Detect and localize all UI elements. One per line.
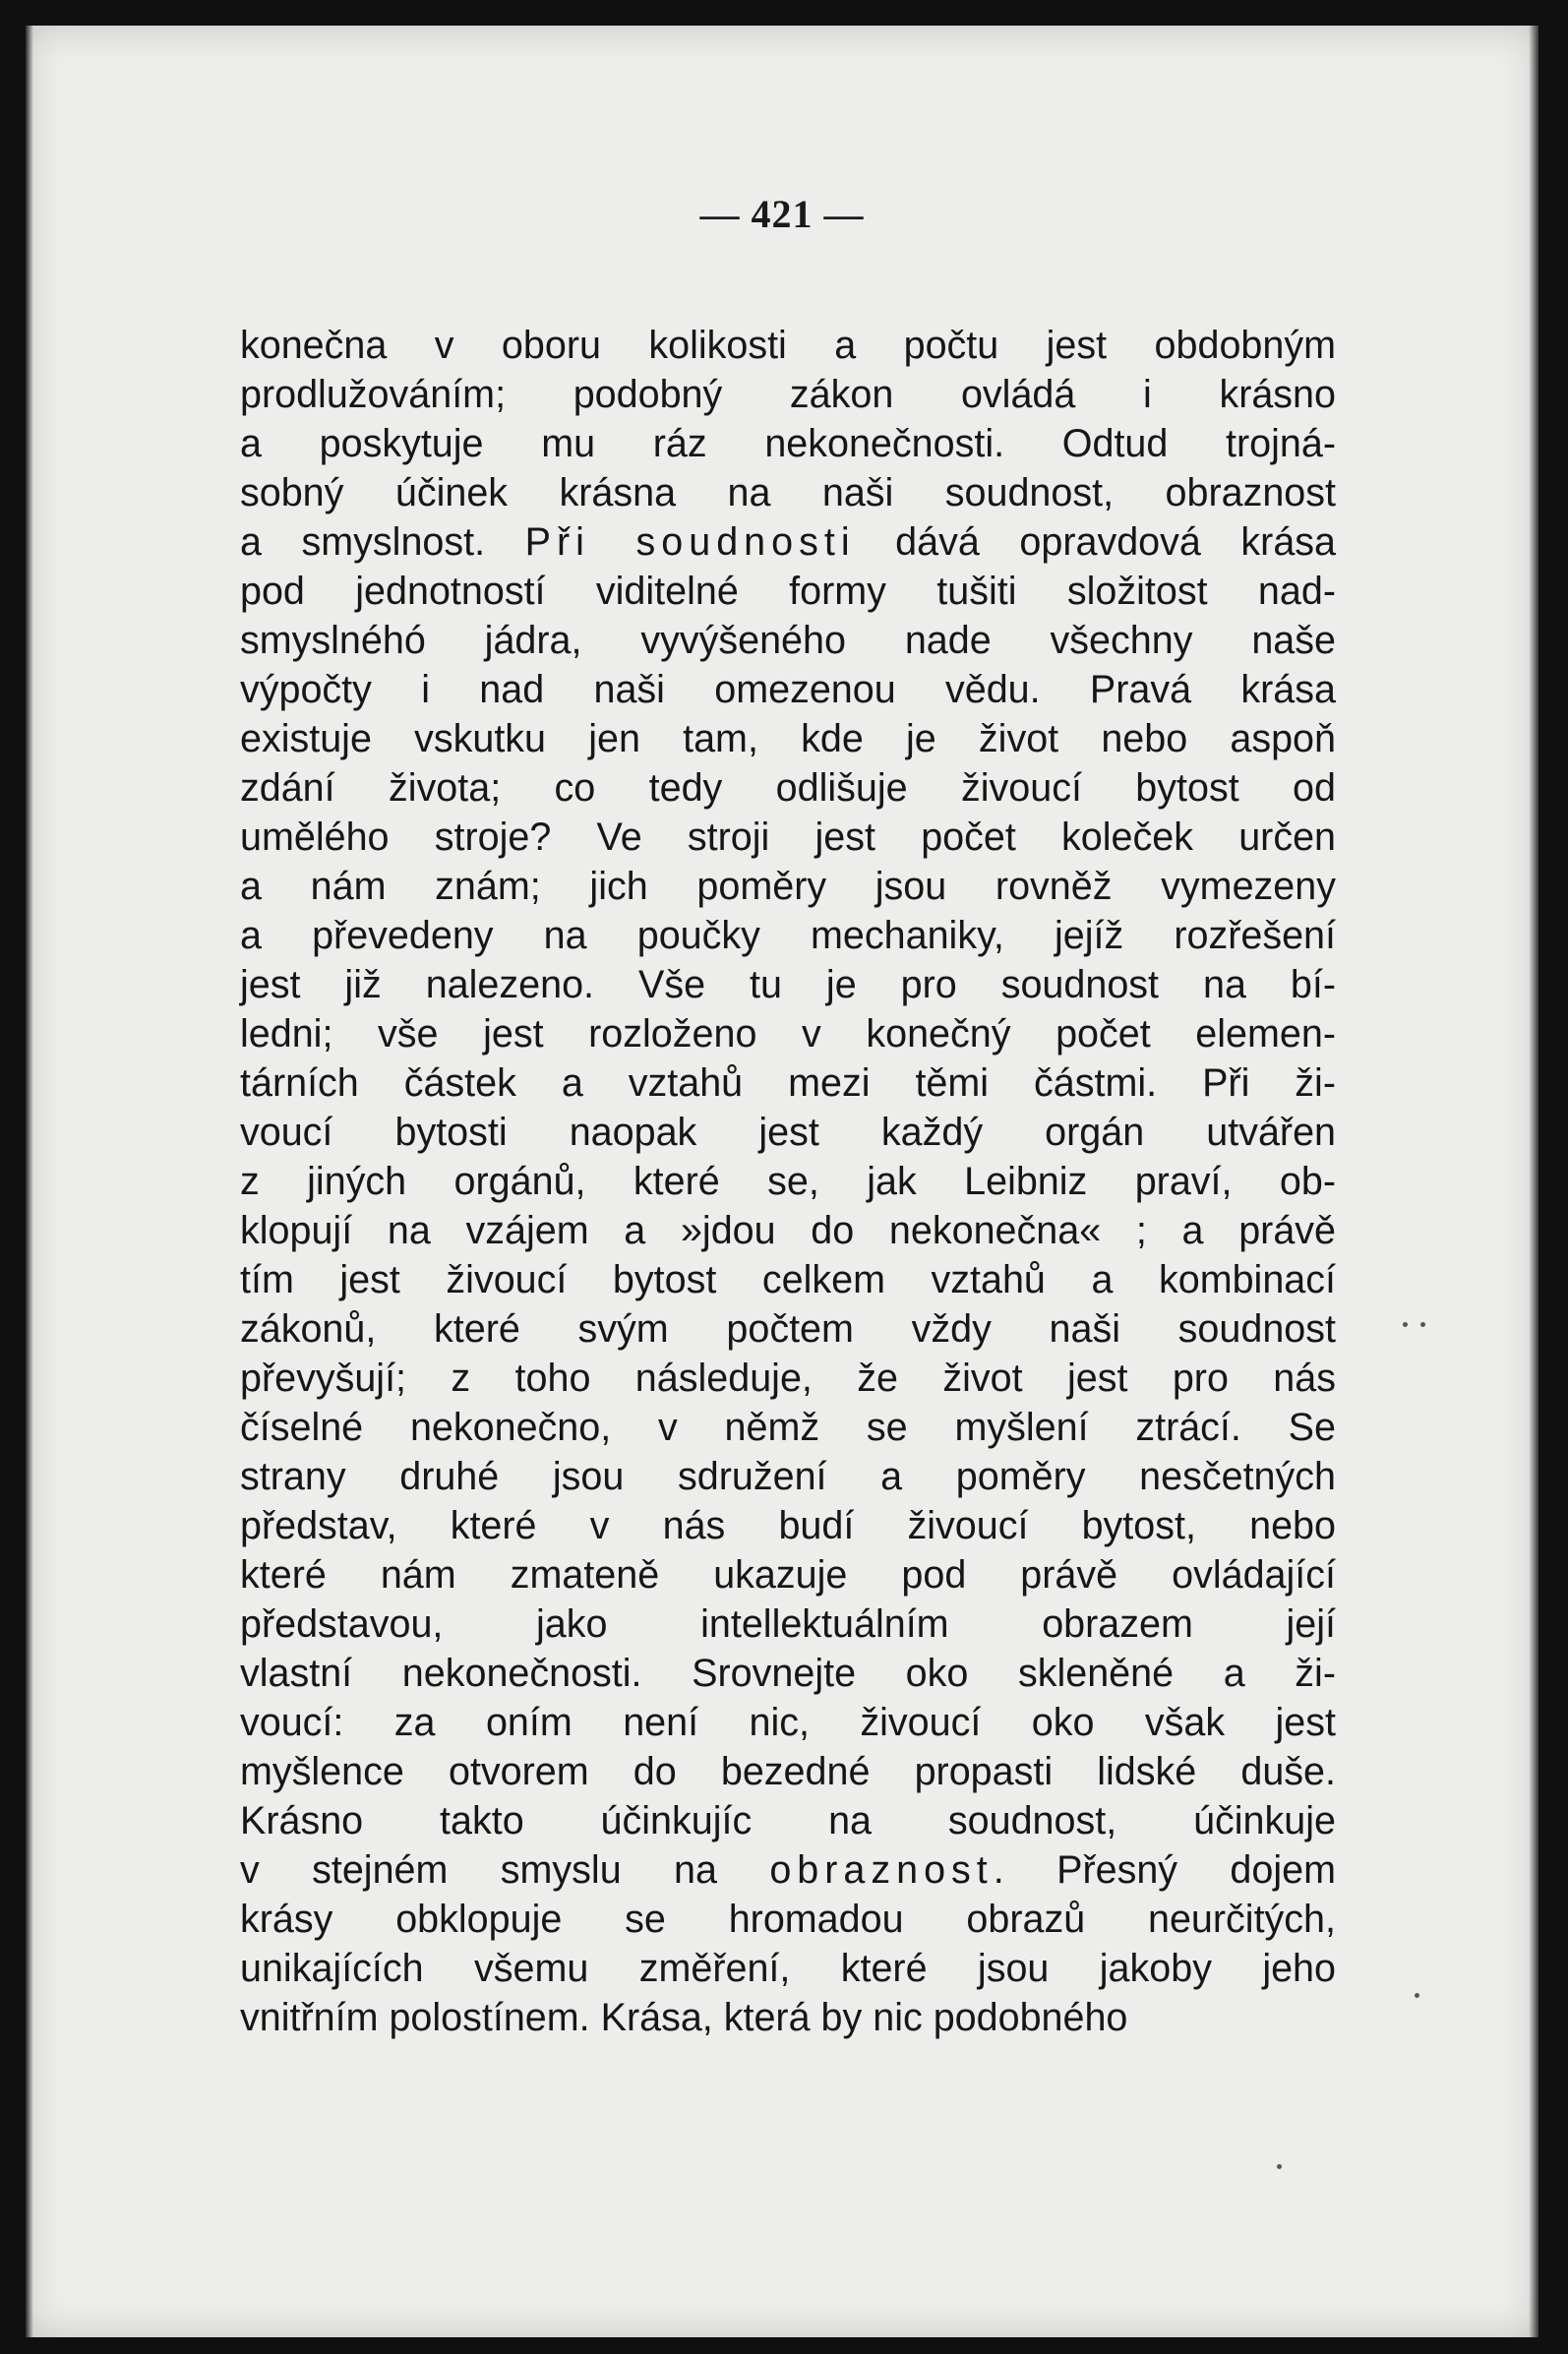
text-run: voucí: za oním není nic, živoucí oko však jest bbox=[240, 1701, 1336, 1744]
paper-speck bbox=[1277, 2164, 1282, 2169]
body-text bbox=[240, 321, 1336, 2042]
text-run: zákonů, které svým počtem vždy naši soudnost bbox=[240, 1307, 1336, 1351]
text-line bbox=[240, 714, 1336, 763]
text-line bbox=[240, 1058, 1336, 1108]
text-run: číselné nekonečno, v němž se myšlení ztrácí. Se bbox=[240, 1406, 1336, 1449]
text-line bbox=[240, 321, 1336, 370]
text-line bbox=[240, 1747, 1336, 1796]
text-line bbox=[240, 665, 1336, 714]
text-run: jest již nalezeno. Vše tu je pro soudnost na bí- bbox=[240, 963, 1336, 1006]
emphasized-text: obraznost bbox=[769, 1848, 994, 1892]
text-run: představou, jako intellektuálním obrazem její bbox=[240, 1602, 1336, 1646]
text-run: existuje vskutku jen tam, kde je život nebo aspoň bbox=[240, 717, 1336, 760]
text-run: dává opravdová krása bbox=[855, 520, 1337, 564]
text-line bbox=[240, 1944, 1336, 1993]
text-run: myšlence otvorem do bezedné propasti lidské duše. bbox=[240, 1750, 1336, 1793]
text-run: z jiných orgánů, které se, jak Leibniz praví, ob- bbox=[240, 1160, 1336, 1203]
text-run: unikajících všemu změření, které jsou jakoby jeho bbox=[240, 1947, 1336, 1990]
text-run: zdání života; co tedy odlišuje živoucí bytost od bbox=[240, 766, 1336, 810]
paper-speck bbox=[1420, 1322, 1425, 1327]
text-run: voucí bytosti naopak jest každý orgán utvářen bbox=[240, 1111, 1336, 1154]
paper-speck bbox=[1403, 1322, 1408, 1327]
text-run: sobný účinek krásna na naši soudnost, obraznost bbox=[240, 471, 1336, 514]
text-run: pod jednotností viditelné formy tušiti složitost nad- bbox=[240, 570, 1336, 613]
text-line bbox=[240, 616, 1336, 665]
text-line bbox=[240, 862, 1336, 911]
text-line bbox=[240, 1157, 1336, 1206]
text-run: vlastní nekonečnosti. Srovnejte oko skleněné a ži- bbox=[240, 1652, 1336, 1695]
text-run: a poskytuje mu ráz nekonečnosti. Odtud trojná- bbox=[240, 422, 1336, 465]
page-edge-left bbox=[26, 26, 33, 2337]
text-run: krásy obklopuje se hromadou obrazů neurčitých, bbox=[240, 1898, 1336, 1941]
page-edge-right bbox=[1529, 26, 1538, 2337]
text-line bbox=[240, 813, 1336, 862]
text-run: výpočty i nad naši omezenou vědu. Pravá krása bbox=[240, 668, 1336, 711]
emphasized-text: Při soudnosti bbox=[524, 520, 856, 564]
text-line bbox=[240, 1108, 1336, 1157]
text-line bbox=[240, 763, 1336, 813]
text-line bbox=[240, 468, 1336, 517]
text-line bbox=[240, 1403, 1336, 1452]
text-line bbox=[240, 1009, 1336, 1058]
text-run: klopují na vzájem a »jdou do nekonečna« ; a právě bbox=[240, 1209, 1336, 1252]
text-run: smyslnéhó jádra, vyvýšeného nade všechny naše bbox=[240, 619, 1336, 662]
text-run: vnitřním polostínem. Krása, která by nic podobného bbox=[240, 1996, 1128, 2039]
text-line bbox=[240, 960, 1336, 1009]
text-line bbox=[240, 1895, 1336, 1944]
text-line bbox=[240, 419, 1336, 468]
text-run: . Přesný dojem bbox=[993, 1848, 1336, 1892]
text-run: Krásno takto účinkujíc na soudnost, účinkuje bbox=[240, 1799, 1336, 1842]
text-run: v stejném smyslu na bbox=[240, 1848, 770, 1892]
text-line bbox=[240, 1206, 1336, 1255]
text-line bbox=[240, 517, 1336, 567]
text-line bbox=[240, 1550, 1336, 1600]
text-line bbox=[240, 1452, 1336, 1501]
text-line bbox=[240, 1698, 1336, 1747]
text-run: strany druhé jsou sdružení a poměry nesčetných bbox=[240, 1455, 1336, 1498]
text-run: představ, které v nás budí živoucí bytost, nebo bbox=[240, 1504, 1336, 1547]
text-line bbox=[240, 1796, 1336, 1845]
text-line bbox=[240, 1304, 1336, 1354]
text-line bbox=[240, 1501, 1336, 1550]
text-line bbox=[240, 911, 1336, 960]
text-run: a převedeny na poučky mechaniky, jejíž rozřešení bbox=[240, 914, 1336, 957]
paper-speck bbox=[1415, 1993, 1419, 1998]
text-run: převyšují; z toho následuje, že život jest pro nás bbox=[240, 1357, 1336, 1400]
text-line bbox=[240, 1649, 1336, 1698]
book-page bbox=[26, 26, 1538, 2337]
text-line bbox=[240, 1993, 1336, 2042]
text-run: ledni; vše jest rozloženo v konečný počet elemen- bbox=[240, 1012, 1336, 1056]
text-line bbox=[240, 370, 1336, 419]
text-line bbox=[240, 1354, 1336, 1403]
text-run: tárních částek a vztahů mezi těmi částmi. Při ži- bbox=[240, 1061, 1336, 1105]
text-run: tím jest živoucí bytost celkem vztahů a kombinací bbox=[240, 1258, 1336, 1301]
text-run: a nám znám; jich poměry jsou rovněž vymezeny bbox=[240, 865, 1336, 908]
text-run: a smyslnost. bbox=[240, 520, 525, 564]
text-run: umělého stroje? Ve stroji jest počet koleček určen bbox=[240, 815, 1336, 859]
text-line bbox=[240, 567, 1336, 616]
text-run: které nám zmateně ukazuje pod právě ovládající bbox=[240, 1553, 1336, 1597]
text-line bbox=[240, 1600, 1336, 1649]
page-number: — 421 — bbox=[699, 192, 865, 236]
text-line bbox=[240, 1845, 1336, 1895]
text-line bbox=[240, 1255, 1336, 1304]
text-run: prodlužováním; podobný zákon ovládá i krásno bbox=[240, 373, 1336, 416]
text-run: konečna v oboru kolikosti a počtu jest obdobným bbox=[240, 324, 1336, 367]
